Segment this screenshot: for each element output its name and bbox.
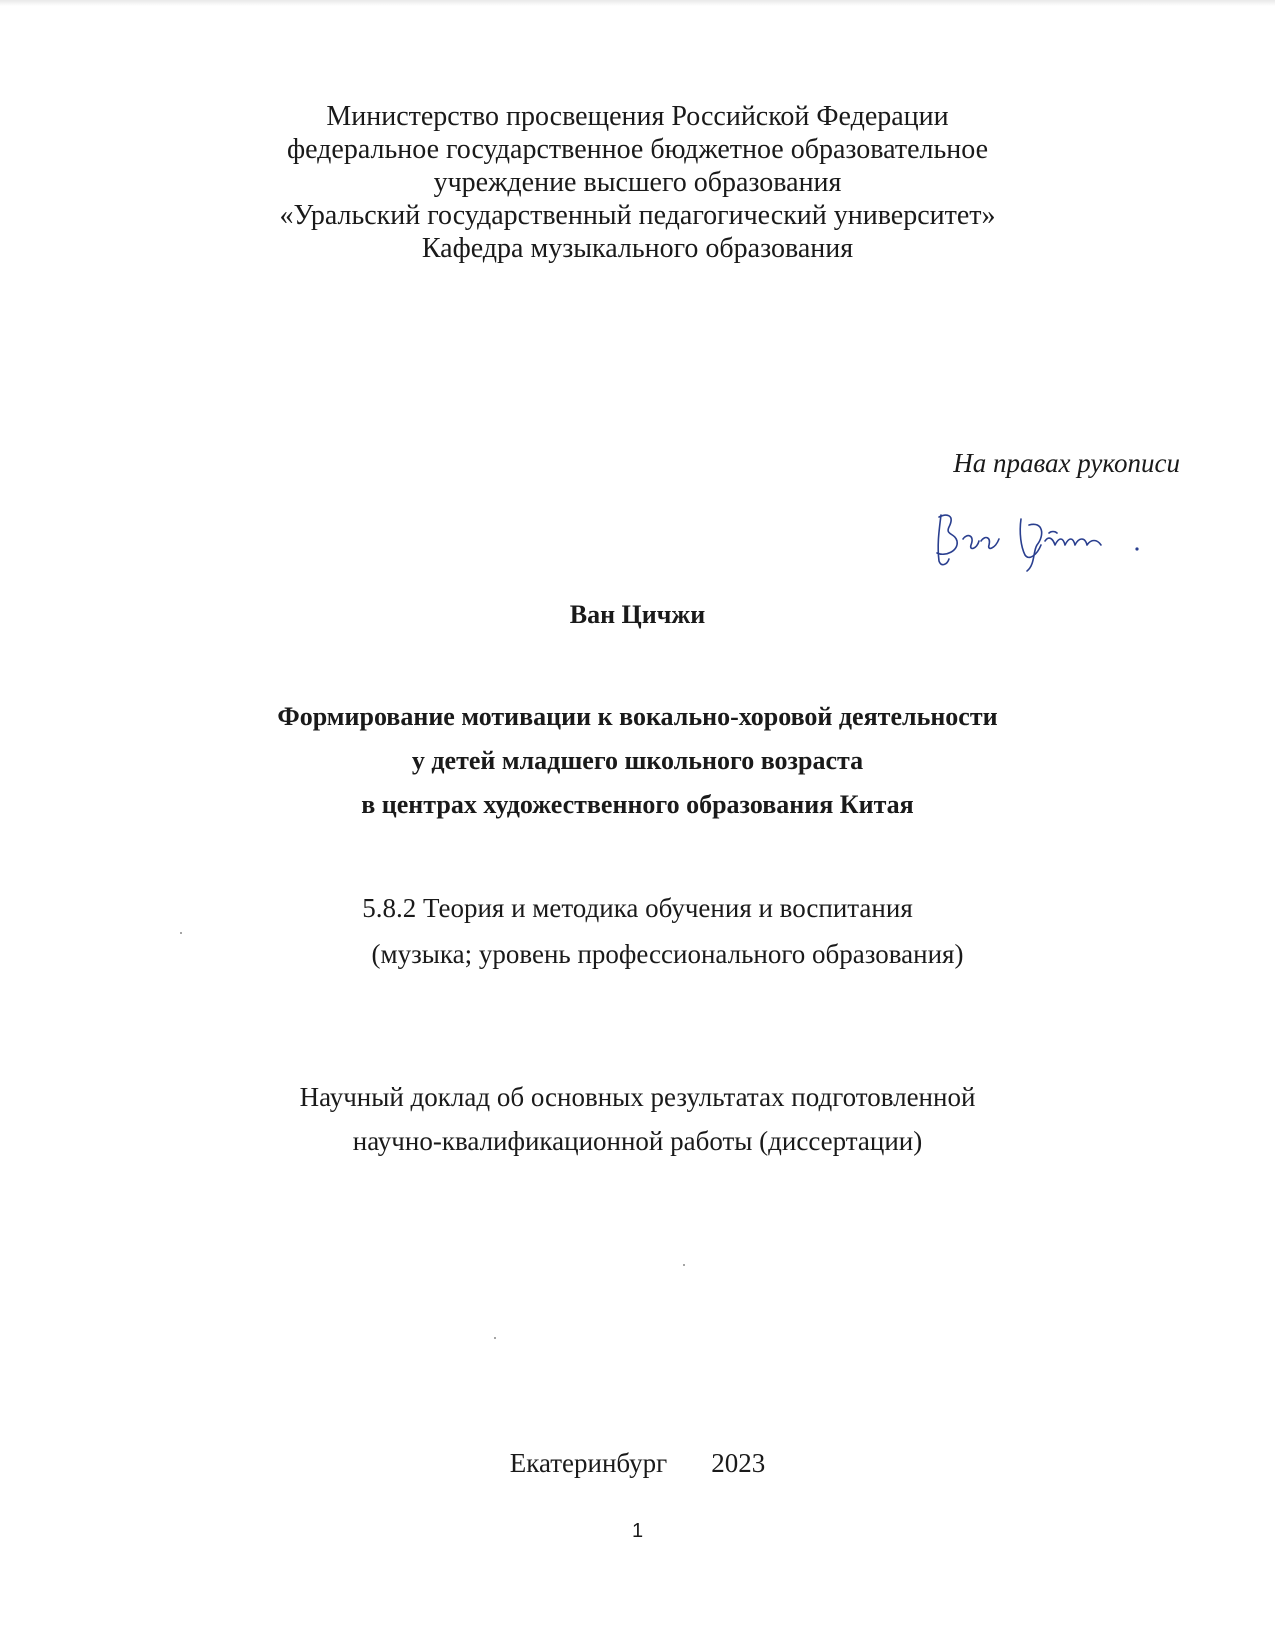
title-line-2: у детей младшего школьного возраста [411,746,864,775]
specialty-detail: (музыка; уровень профессионального образования) [371,939,964,969]
header-line-institution-type: федеральное государственное бюджетное образовательное [286,134,989,165]
header-line-university: «Уральский государственный педагогический университет» [279,200,996,231]
manuscript-note: На правах рукописи [953,448,1180,478]
place-and-year [0,1448,1275,1479]
report-description [0,1075,1275,1163]
city: Екатеринбург [509,1448,668,1478]
author-name: Ван Цичжи [569,600,706,629]
scan-speck [683,1264,685,1266]
title-line-1: Формирование мотивации к вокально-хоровой деятельности [277,702,998,731]
report-line-1: Научный доклад об основных результатах подготовленной [299,1082,976,1112]
page-number: 1 [631,1520,644,1542]
year: 2023 [711,1448,766,1478]
specialty-code: 5.8.2 Теория и методика обучения и воспитания [362,893,913,923]
report-line-2: научно-квалификационной работы (диссертации) [352,1126,923,1156]
scan-speck [494,1337,496,1339]
header-line-education-level: учреждение высшего образования [433,167,842,198]
specialty-block [0,885,1275,977]
scan-edge [0,0,1275,6]
scan-speck [180,932,182,934]
handwritten-signature [925,505,1165,575]
institution-header [0,100,1275,265]
title-line-3: в центрах художественного образования Китая [361,790,914,819]
header-line-ministry: Министерство просвещения Российской Федерации [326,101,949,132]
dissertation-title [0,695,1275,827]
header-line-department: Кафедра музыкального образования [421,233,854,264]
